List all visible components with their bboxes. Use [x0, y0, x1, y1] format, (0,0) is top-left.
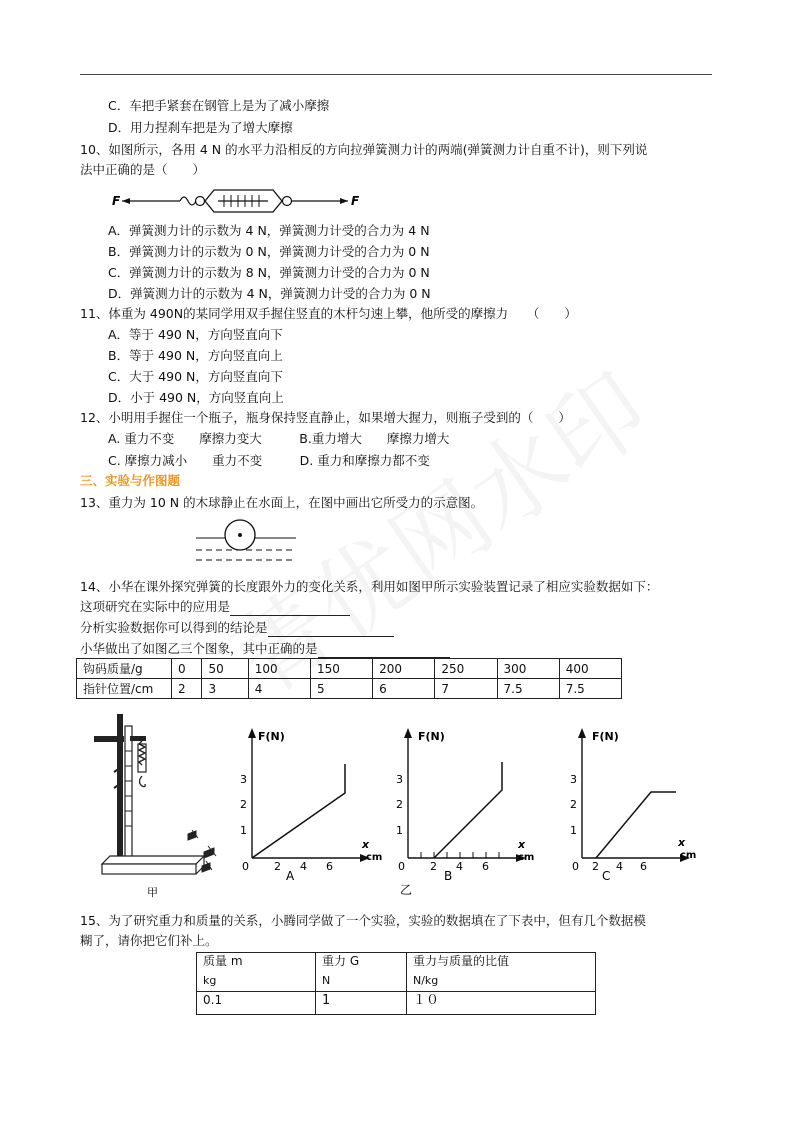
graph-a-letter: A — [286, 869, 295, 883]
table-cell: 质量 m — [197, 953, 316, 973]
table-cell: １０ — [407, 992, 596, 1015]
q14-conclusion-label: 分析实验数据你可以得到的结论是 — [80, 620, 268, 635]
q12-options-ab: A. 重力不变 摩擦力变大 B.重力增大 摩擦力增大 — [108, 431, 450, 446]
graph-a-x-tick-2: 2 — [274, 860, 281, 873]
q11-option-d: D．小于 490 N，方向竖直向上 — [108, 390, 284, 405]
table-cell: 0 — [172, 659, 202, 679]
q10-option-b: B．弹簧测力计的示数为 0 N，弹簧测力计受的合力为 0 N — [108, 244, 430, 259]
q13-stem: 13、重力为 10 N 的木球静止在水面上，在图中画出它所受力的示意图。 — [80, 495, 484, 510]
table-cell: 重力与质量的比值 — [407, 953, 596, 973]
q10-stem-cont: 法中正确的是（ ） — [80, 162, 206, 177]
table-cell: 150 — [310, 659, 372, 679]
graph-c-x-unit: cm — [680, 850, 697, 861]
table-cell: N — [316, 972, 407, 992]
q14-application-line — [80, 598, 350, 616]
table-cell: 4 — [248, 679, 310, 699]
q10-option-d: D．弹簧测力计的示数为 4 N，弹簧测力计受的合力为 0 N — [108, 286, 431, 301]
graph-b — [394, 726, 540, 897]
q14-graph-line — [80, 640, 450, 658]
table-row — [197, 972, 596, 992]
q15-stem: 15、为了研究重力和质量的关系，小腾同学做了一个实验，实验的数据填在了下表中，但有几个数据模 — [80, 913, 646, 928]
force-left-label: F — [112, 194, 121, 208]
header-rule — [80, 74, 712, 75]
graph-b-line — [434, 762, 502, 858]
table-cell: 6 — [373, 679, 435, 699]
table-row — [77, 659, 622, 679]
table-row — [197, 992, 596, 1015]
table-cell: 1 — [316, 992, 407, 1015]
graph-b-x-tick-2: 2 — [430, 860, 437, 873]
graph-a-y-tick-3: 3 — [240, 773, 247, 786]
graph-a-y-label: F(N) — [258, 730, 285, 743]
q12-options-cd: C. 摩擦力减小 重力不变 D. 重力和摩擦力都不变 — [108, 453, 430, 468]
graph-c-x-tick-0: 0 — [572, 860, 579, 873]
table-cell: 300 — [497, 659, 559, 679]
graph-b-x-label: x — [518, 838, 526, 851]
q11-option-c: C．大于 490 N，方向竖直向下 — [108, 369, 283, 384]
spring-scale-figure — [108, 182, 368, 218]
floating-ball-figure — [192, 516, 302, 564]
q14-application-blank[interactable] — [230, 601, 350, 616]
graph-c-letter: C — [602, 869, 611, 883]
q10-option-a: A．弹簧测力计的示数为 4 N，弹簧测力计受的合力为 4 N — [108, 223, 430, 238]
graph-b-x-tick-0: 0 — [398, 860, 405, 873]
table-cell: 7 — [435, 679, 497, 699]
q9-option-c: C．车把手紧套在钢管上是为了减小摩擦 — [108, 98, 330, 113]
q14-conclusion-blank[interactable] — [268, 622, 394, 637]
table-row — [197, 953, 596, 973]
graph-b-letter: B — [444, 869, 453, 883]
table-cell: 250 — [435, 659, 497, 679]
q14-graph-blank[interactable] — [318, 643, 450, 658]
table-cell: 200 — [373, 659, 435, 679]
table-cell: 5 — [310, 679, 372, 699]
graph-a-x-label: x — [362, 838, 370, 851]
table-cell: 重力 G — [316, 953, 407, 973]
graph-c-y-label: F(N) — [592, 730, 619, 743]
graph-c-x-label: x — [678, 836, 686, 849]
q14-stem: 14、小华在课外探究弹簧的长度跟外力的变化关系，利用如图甲所示实验装置记录了相应实验数据如下： — [80, 579, 659, 594]
table-cell: 50 — [202, 659, 248, 679]
q11-option-b: B．等于 490 N，方向竖直向上 — [108, 348, 283, 363]
apparatus-figure-jia — [92, 706, 236, 902]
q14-conclusion-line — [80, 619, 394, 637]
q11-option-a: A．等于 490 N，方向竖直向下 — [108, 327, 283, 342]
table-cell: 7.5 — [559, 679, 621, 699]
graph-b-x-tick-4: 4 — [456, 860, 463, 873]
graph-c-x-tick-2: 2 — [592, 860, 599, 873]
table-cell: 指针位置/cm — [77, 679, 172, 699]
graph-c-x-tick-6: 6 — [640, 860, 647, 873]
graph-a-x-unit: cm — [366, 852, 383, 863]
label-jia: 甲 — [147, 886, 158, 899]
q10-option-c: C．弹簧测力计的示数为 8 N，弹簧测力计受的合力为 0 N — [108, 265, 430, 280]
graph-c-line — [596, 792, 676, 858]
section-3-heading: 三、实验与作图题 — [80, 473, 181, 488]
q10-stem: 10、如图所示，各用 4 N 的水平力沿相反的方向拉弹簧测力计的两端(弹簧测力计自重不计)，则下列说 — [80, 142, 648, 157]
table-cell: 2 — [172, 679, 202, 699]
graph-c-y-tick-1: 1 — [570, 824, 577, 837]
graph-a-x-tick-6: 6 — [326, 860, 333, 873]
graph-b-y-tick-2: 2 — [396, 798, 403, 811]
graph-c-y-tick-3: 3 — [570, 773, 577, 786]
graph-a-y-tick-1: 1 — [240, 824, 247, 837]
graph-b-x-unit: cm — [518, 852, 535, 863]
q14-application-label: 这项研究在实际中的应用是 — [80, 599, 231, 614]
q11-stem: 11、体重为 490N的某同学用双手握住竖直的木杆匀速上攀，他所受的摩擦力 （ ） — [80, 306, 577, 321]
table-cell: 400 — [559, 659, 621, 679]
force-right-label: F — [351, 194, 360, 208]
table-cell: 钩码质量/g — [77, 659, 172, 679]
table-cell: kg — [197, 972, 316, 992]
table-cell: N/kg — [407, 972, 596, 992]
graph-a-x-tick-4: 4 — [300, 860, 307, 873]
graph-c-y-tick-2: 2 — [570, 798, 577, 811]
graph-a-x-tick-0: 0 — [242, 860, 249, 873]
graph-b-y-tick-3: 3 — [396, 773, 403, 786]
graph-c — [568, 726, 714, 886]
q15-stem-cont: 糊了，请你把它们补上。 — [80, 933, 218, 948]
q12-stem: 12、小明用手握住一个瓶子，瓶身保持竖直静止，如果增大握力，则瓶子受到的（ ） — [80, 410, 571, 425]
graph-a — [238, 726, 384, 886]
q14-graph-label: 小华做出了如图乙三个图象，其中正确的是 — [80, 641, 318, 656]
label-yi: 乙 — [400, 883, 413, 897]
graph-b-x-tick-6: 6 — [482, 860, 489, 873]
table-cell: 3 — [202, 679, 248, 699]
graph-c-x-tick-4: 4 — [616, 860, 623, 873]
graph-a-y-tick-2: 2 — [240, 798, 247, 811]
gravity-mass-table — [196, 952, 596, 1015]
graph-b-y-tick-1: 1 — [396, 824, 403, 837]
q9-option-d: D．用力捏刹车把是为了增大摩擦 — [108, 120, 293, 135]
table-row — [77, 679, 622, 699]
table-cell: 100 — [248, 659, 310, 679]
graph-b-y-label: F(N) — [418, 730, 445, 743]
spring-data-table — [76, 658, 622, 699]
graph-a-line — [252, 764, 345, 858]
table-cell: 0.1 — [197, 992, 316, 1015]
table-cell: 7.5 — [497, 679, 559, 699]
